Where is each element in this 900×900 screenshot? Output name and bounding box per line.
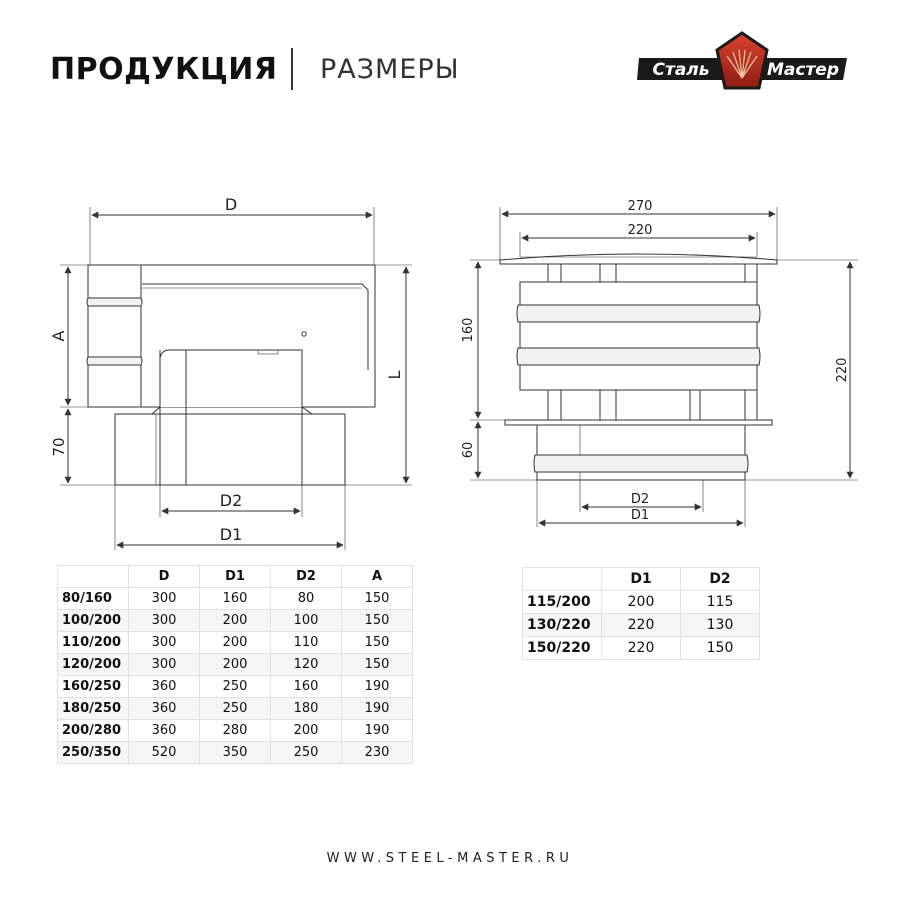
dim-label-D2: D2: [219, 491, 243, 510]
table-row: [58, 588, 413, 610]
row-size: 100/200: [58, 610, 129, 632]
table-row: [523, 614, 760, 637]
dim-label-D1-right: D1: [630, 508, 650, 523]
dim-label-D2-right: D2: [630, 492, 650, 507]
row-size: 150/220: [523, 637, 602, 660]
cell-D1: 200: [200, 654, 271, 676]
table-header-D: D: [129, 566, 200, 588]
website-link[interactable]: WWW.STEEL-MASTER.RU: [326, 851, 574, 866]
cell-D2: 130: [681, 614, 760, 637]
dim-label-L: L: [385, 370, 404, 380]
cell-D1: 220: [602, 614, 681, 637]
cell-A: 150: [342, 610, 413, 632]
logo-text-right: Мастер: [766, 60, 840, 80]
table-header-A: A: [342, 566, 413, 588]
row-size: 130/220: [523, 614, 602, 637]
cell-D2: 120: [271, 654, 342, 676]
cell-D1: 280: [200, 720, 271, 742]
cell-D1: 220: [602, 637, 681, 660]
cell-D: 360: [129, 698, 200, 720]
cell-D: 360: [129, 676, 200, 698]
page-subtitle: РАЗМЕРЫ: [320, 54, 460, 85]
table-header-corner: [58, 566, 129, 588]
table-row: [58, 676, 413, 698]
cell-D1: 250: [200, 698, 271, 720]
cell-D2: 110: [271, 632, 342, 654]
logo-text-left: Сталь: [652, 60, 710, 80]
cell-D2: 80: [271, 588, 342, 610]
cell-D2: 100: [271, 610, 342, 632]
dim-label-60: 60: [461, 441, 476, 459]
row-size: 160/250: [58, 676, 129, 698]
page-title: ПРОДУКЦИЯ: [50, 52, 278, 87]
cell-D: 360: [129, 720, 200, 742]
cell-A: 190: [342, 676, 413, 698]
table-header-D1: D1: [200, 566, 271, 588]
table-row: [58, 654, 413, 676]
cell-A: 150: [342, 654, 413, 676]
cell-D: 300: [129, 588, 200, 610]
row-size: 115/200: [523, 591, 602, 614]
right-drawing: [470, 207, 858, 527]
table-header-D1: D1: [602, 568, 681, 591]
dim-label-270: 270: [627, 199, 653, 214]
cell-D1: 250: [200, 676, 271, 698]
dimensions-table-left: [57, 565, 413, 764]
cell-D1: 350: [200, 742, 271, 764]
dim-label-D1: D1: [219, 525, 243, 544]
cell-D: 300: [129, 632, 200, 654]
table-row: [58, 610, 413, 632]
cell-D2: 115: [681, 591, 760, 614]
table-row: [523, 637, 760, 660]
table-row: [58, 698, 413, 720]
cell-D: 300: [129, 654, 200, 676]
dim-label-220-side: 220: [835, 357, 850, 383]
cell-D1: 200: [200, 610, 271, 632]
cell-D1: 200: [602, 591, 681, 614]
cell-A: 190: [342, 698, 413, 720]
table-header-corner: [523, 568, 602, 591]
dim-label-A: A: [49, 330, 68, 342]
row-size: 110/200: [58, 632, 129, 654]
cell-D2: 150: [681, 637, 760, 660]
cell-D2: 200: [271, 720, 342, 742]
cell-D1: 160: [200, 588, 271, 610]
row-size: 80/160: [58, 588, 129, 610]
dim-label-D: D: [224, 195, 238, 214]
table-row: [523, 591, 760, 614]
cell-A: 150: [342, 588, 413, 610]
table-row: [58, 632, 413, 654]
cell-D: 300: [129, 610, 200, 632]
row-size: 120/200: [58, 654, 129, 676]
dimensions-table-right: [522, 567, 760, 660]
table-row: [58, 742, 413, 764]
row-size: 200/280: [58, 720, 129, 742]
row-size: 180/250: [58, 698, 129, 720]
cell-D2: 160: [271, 676, 342, 698]
dim-label-220-top: 220: [627, 223, 653, 238]
cell-A: 150: [342, 632, 413, 654]
cell-D: 520: [129, 742, 200, 764]
table-header-D2: D2: [681, 568, 760, 591]
cell-A: 230: [342, 742, 413, 764]
cell-D2: 180: [271, 698, 342, 720]
row-size: 250/350: [58, 742, 129, 764]
table-header-D2: D2: [271, 566, 342, 588]
cell-D1: 200: [200, 632, 271, 654]
table-row: [58, 720, 413, 742]
cell-D2: 250: [271, 742, 342, 764]
dim-label-70: 70: [50, 437, 68, 457]
dim-label-160: 160: [461, 317, 476, 343]
cell-A: 190: [342, 720, 413, 742]
